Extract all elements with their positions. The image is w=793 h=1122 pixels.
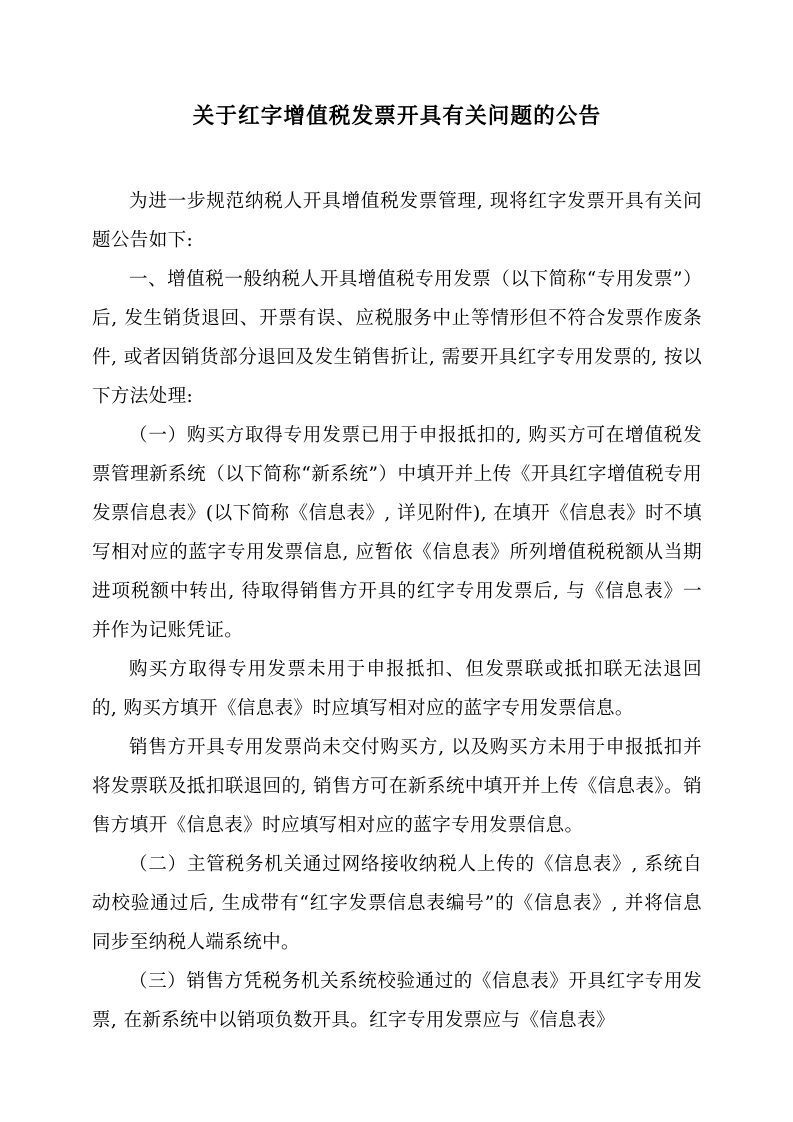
paragraph-2: 一、增值税一般纳税人开具增值税专用发票（以下简称“专用发票”）后, 发生销货退回、开票有误、应税服务中止等情形但不符合发票作废条件, 或者因销货部分退回及发生销售折让, 需要开具红字专用发票的, 按以下方法处理:	[92, 269, 702, 407]
document-content	[92, 78, 702, 1040]
paragraph-1: 为进一步规范纳税人开具增值税发票管理, 现将红字发票开具有关问题公告如下:	[92, 191, 702, 251]
paragraph-7: （三）销售方凭税务机关系统校验通过的《信息表》开具红字专用发票, 在新系统中以销项负数开具。红字专用发票应与《信息表》	[92, 971, 702, 1031]
page-title: 关于红字增值税发票开具有关问题的公告	[192, 104, 602, 129]
paragraph-6: （二）主管税务机关通过网络接收纳税人上传的《信息表》, 系统自动校验通过后, 生成带有“红字发票信息表编号”的《信息表》, 并将信息同步至纳税人端系统中。	[92, 854, 702, 953]
paragraph-3: （一）购买方取得专用发票已用于申报抵扣的, 购买方可在增值税发票管理新系统（以下简称“新系统”）中填开并上传《开具红字增值税专用发票信息表》(以下简称《信息表》, 详见附件), 在填开《信息表》时不填写相对应的蓝字专用发票信息, 应暂依《信息表》所列增值税税额从当期进项税额中转出, 待取得销售方开具的红字专用发票后, 与《信息表》一并作为记账凭证。	[92, 425, 702, 641]
document-body	[92, 182, 702, 1040]
paragraph-5: 销售方开具专用发票尚未交付购买方, 以及购买方未用于申报抵扣并将发票联及抵扣联退回的, 销售方可在新系统中填开并上传《信息表》。销售方填开《信息表》时应填写相对应的蓝字专用发票信息。	[92, 737, 702, 836]
paragraph-4: 购买方取得专用发票未用于申报抵扣、但发票联或抵扣联无法退回的, 购买方填开《信息表》时应填写相对应的蓝字专用发票信息。	[92, 659, 702, 719]
